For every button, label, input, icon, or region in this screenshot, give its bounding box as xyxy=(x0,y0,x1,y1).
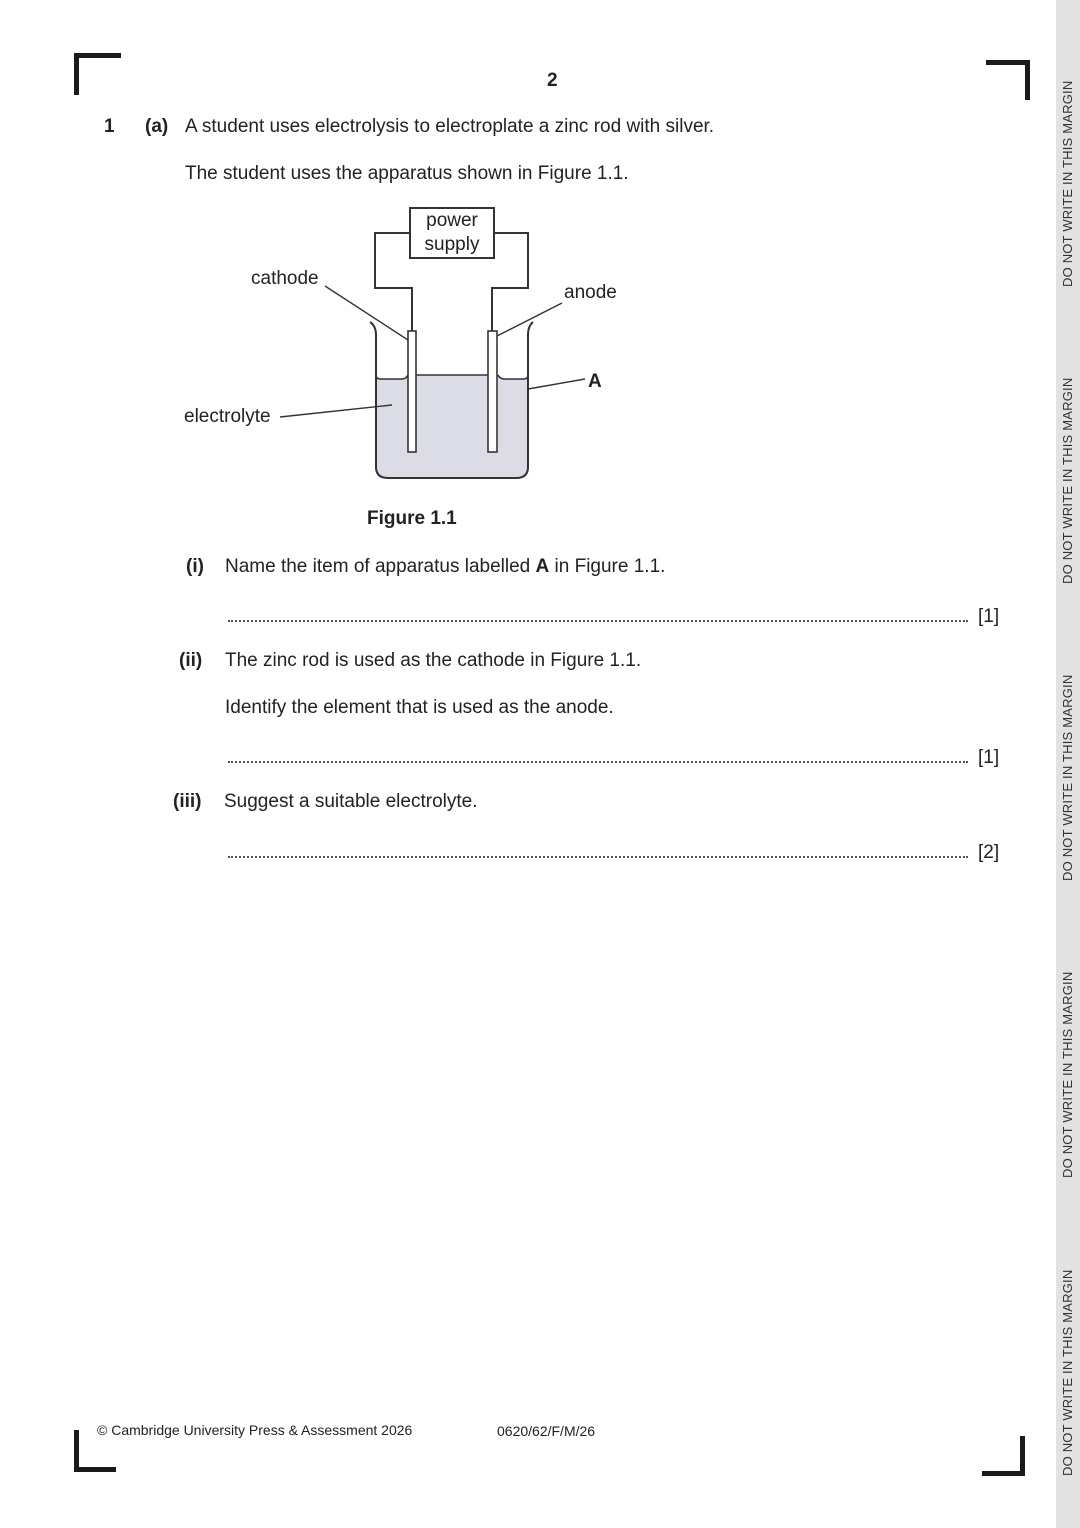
corner-mark-bottom-right-vertical xyxy=(1020,1436,1025,1476)
page-number: 2 xyxy=(547,70,558,91)
subquestion-ii-prompt: The zinc rod is used as the cathode in Figure 1.1. xyxy=(225,650,642,671)
margin-warning-2: DO NOT WRITE IN THIS MARGIN xyxy=(1060,377,1075,584)
marks-ii: [1] xyxy=(978,747,1000,768)
subquestion-i-prompt xyxy=(225,556,665,578)
subquestion-ii-number: (ii) xyxy=(179,650,203,671)
corner-mark-top-right-horizontal xyxy=(986,60,1030,65)
subquestion-iii-number: (iii) xyxy=(173,791,202,812)
margin-warning-5: DO NOT WRITE IN THIS MARGIN xyxy=(1060,1269,1075,1476)
electrolyte-label: electrolyte xyxy=(184,406,271,427)
question-intro: A student uses electrolysis to electroplate a zinc rod with silver. xyxy=(185,116,715,137)
anode-rod xyxy=(488,331,497,452)
electrolysis-apparatus-diagram xyxy=(170,195,650,495)
margin-warning-4: DO NOT WRITE IN THIS MARGIN xyxy=(1060,971,1075,1178)
electrolyte-liquid xyxy=(376,375,528,478)
cathode-wire xyxy=(375,233,412,331)
corner-mark-top-right-vertical xyxy=(1025,60,1030,100)
apparatus-line: The student uses the apparatus shown in Figure 1.1. xyxy=(185,163,629,184)
margin-warning-1: DO NOT WRITE IN THIS MARGIN xyxy=(1060,80,1075,287)
a-leader-line xyxy=(528,379,585,389)
subquestion-i-prompt-tail: in Figure 1.1. xyxy=(554,556,666,577)
anode-wire xyxy=(492,233,528,331)
figure-caption: Figure 1.1 xyxy=(367,508,457,529)
corner-mark-top-left-vertical xyxy=(74,53,79,95)
answer-line-iii[interactable] xyxy=(228,856,968,858)
cathode-label: cathode xyxy=(251,268,319,289)
marks-iii: [2] xyxy=(978,842,1000,863)
anode-label: anode xyxy=(564,282,617,303)
subquestion-ii-prompt2: Identify the element that is used as the anode. xyxy=(225,697,614,718)
subquestion-i-bold-label: A xyxy=(535,556,550,577)
a-label: A xyxy=(588,371,602,392)
marks-i: [1] xyxy=(978,606,1000,627)
subquestion-iii-prompt: Suggest a suitable electrolyte. xyxy=(224,791,478,812)
corner-mark-bottom-right-horizontal xyxy=(982,1471,1025,1476)
anode-leader-line xyxy=(497,303,562,336)
answer-line-ii[interactable] xyxy=(228,761,968,763)
subquestion-i-number: (i) xyxy=(186,556,204,577)
corner-mark-bottom-left-horizontal xyxy=(74,1467,116,1472)
subquestion-i-prompt-text: Name the item of apparatus labelled xyxy=(225,556,531,577)
answer-line-i[interactable] xyxy=(228,620,968,622)
footer-copyright: © Cambridge University Press & Assessment 2026 xyxy=(97,1422,413,1438)
margin-strip xyxy=(1056,0,1080,1528)
question-part: (a) xyxy=(145,116,169,137)
power-supply-label-line1: power xyxy=(426,210,478,231)
corner-mark-bottom-left-vertical xyxy=(74,1430,79,1472)
corner-mark-top-left-horizontal xyxy=(74,53,121,58)
cathode-leader-line xyxy=(325,286,408,340)
question-number: 1 xyxy=(104,116,115,137)
cathode-rod xyxy=(408,331,416,452)
margin-warning-3: DO NOT WRITE IN THIS MARGIN xyxy=(1060,674,1075,881)
power-supply-label-line2: supply xyxy=(424,234,480,255)
footer-paper-code: 0620/62/F/M/26 xyxy=(497,1423,596,1439)
